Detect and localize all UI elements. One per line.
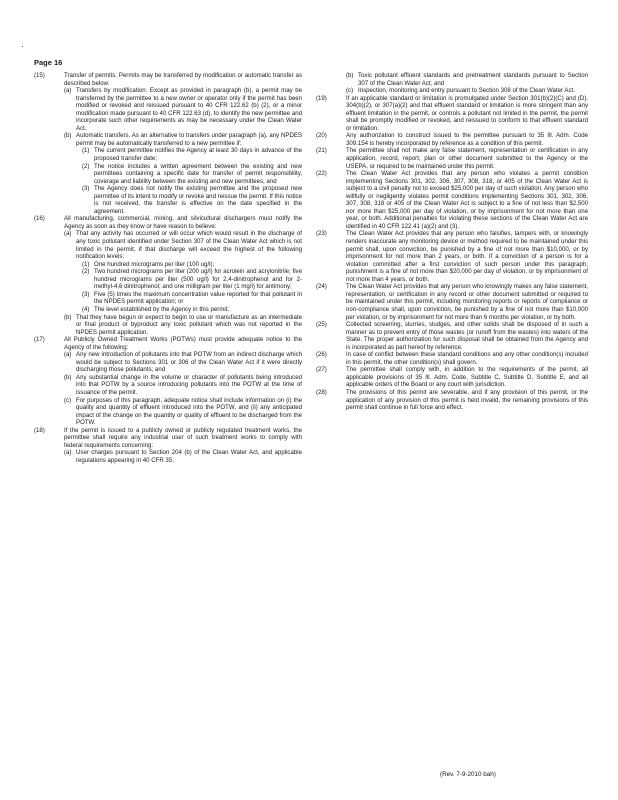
condition-18-continued bbox=[316, 72, 588, 95]
condition-17-b: (b) Any substantial change in the volume or character of pollutants being introduced into that POTW by a source introducing pollutants into the POTW at the time of issuance of the permit. bbox=[64, 373, 302, 396]
condition-18: (18) If the permit is issued to a publicly owned or publicly regulated treatment works, the permittee shall require any industrial user of such treatment works to comply with federal requirements concerning: (a) User charges pursuant to Section 204 (b) of the Clean Water Act, and applicable regulations appearing in 40 CFR 35; bbox=[34, 426, 302, 464]
condition-16-a-4: (4) The level established by the Agency in this permit. bbox=[82, 305, 230, 313]
condition-15: (15) Transfer of permits. Permits may be transferred by modification or automatic transfer as described below: (a) Transfers by modification. Except as provided in paragraph (b), a permit may be transferred by the permittee to a new owner or operator only if the permit has been modified or revoked and reissued pursuant to 40 CFR 122.62 (b) (2), or a minor modification made pursuant to 40 CFR 122.63 (d), to identify the new permittee and incorporate such other requirements as may be necessary under the Clean Water Act. (b) Automatic transfers. As an alternative to transfers under paragraph (a), any NPDES permit may be automatically transferred to a new permittee if: (1) The current permittee notifies the Agency at least 30 days in advance of the proposed transfer date; (2) The notice includes a written agreement between the existing and new permittees containing a specific date for transfer of permit responsibility, coverage and liability between the existing and new permittees; and (3) The Agency does not notify the existing permittee and the proposed new permittee of its intent to modify or revoke and reissue the permit. If this notice is not received, the transfer is effective on the date specified in the agreement. bbox=[34, 72, 302, 215]
condition-15-a: (a) Transfers by modification. Except as provided in paragraph (b), a permit may be transferred by the permittee to a new owner or operator only if the permit has been modified or revoked and reissued pursuant to 40 CFR 122.62 (b) (2), or a minor modification made pursuant to 40 CFR 122.63 (d), to identify the new permittee and incorporate such other requirements as may be necessary under the Clean Water Act. bbox=[64, 87, 302, 132]
scan-speck bbox=[22, 46, 23, 47]
condition-23: (23) The Clean Water Act provides that any person who falsifies, tampers with, or knowingly renders inaccurate any monitoring device or method required to be maintained under this permit shall, upon conviction, be punished by a fine of not more than $10,000, or by imprisonment for not more than 2 years, or both. If a conviction of a person is for a violation committed after a first conviction of such person under this paragraph, punishment is a fine of not more than $20,000 per day of violation, or by imprisonment of not more than 4 years, or both. bbox=[316, 230, 588, 283]
revision-footer: (Rev. 7-9-2010 bah) bbox=[440, 771, 496, 778]
condition-15-b-2: (2) The notice includes a written agreement between the existing and new permittees containing a specific date for transfer of permit responsibility, coverage and liability between the existing and new permittees; and bbox=[82, 162, 302, 185]
condition-21: (21) The permittee shall not make any false statement, representation or certification in any application, record, report, plan or other document submitted to the Agency or the USEPA, or required to be maintained under this permit. bbox=[316, 147, 588, 170]
condition-17: (17) All Publicly Owned Treatment Works (POTWs) must provide adequate notice to the Agency of the following: (a) Any new introduction of pollutants into that POTW from an indirect discharge which would be subject to Sections 301 or 306 of the Clean Water Act if it were directly discharging those pollutants; and (b) Any substantial change in the volume or character of pollutants being introduced into that POTW by a source introducing pollutants into the POTW at the time of issuance of the permit. (c) For purposes of this paragraph, adequate notice shall include information on (i) the quality and quantity of effluent introduced into the POTW, and (ii) any anticipated impact of the change on the quantity or quality of effluent to be discharged from the POTW. bbox=[34, 336, 302, 427]
condition-15-b-3: (3) The Agency does not notify the existing permittee and the proposed new permittee of its intent to modify or revoke and reissue the permit. If this notice is not received, the transfer is effective on the date specified in the agreement. bbox=[82, 185, 302, 215]
condition-22: (22) The Clean Water Act provides that any person who violates a permit condition implementing Sections 301, 302, 306, 307, 308, 318, or 405 of the Clean Water Act is subject to a civil penalty not to exceed $25,000 per day of such violation. Any person who willfully or negligently violates permit conditions implementing Sections 301, 302, 306, 307, 308, 318 or 405 of the Clean Water Act is subject to a fine of not less than $2,500 nor more than $25,000 per day of violation, or by imprisonment for not more than one year, or both. Additional penalties for violating these sections of the Clean Water Act are identified in 40 CFR 122.41 (a)(2) and (3). bbox=[316, 170, 588, 230]
condition-15-b: (b) Automatic transfers. As an alternative to transfers under paragraph (a), any NPDES permit may be automatically transferred to a new permittee if: (1) The current permittee notifies the Agency at least 30 days in advance of the proposed transfer date; (2) The notice includes a written agreement between the existing and new permittees containing a specific date for transfer of permit responsibility, coverage and liability between the existing and new permittees; and (3) The Agency does not notify the existing permittee and the proposed new permittee of its intent to modify or revoke and reissue the permit. If this notice is not received, the transfer is effective on the date specified in the agreement. bbox=[64, 132, 302, 215]
condition-15-b-1: (1) The current permittee notifies the Agency at least 30 days in advance of the proposed transfer date; bbox=[82, 147, 302, 163]
condition-17-a: (a) Any new introduction of pollutants into that POTW from an indirect discharge which would be subject to Sections 301 or 306 of the Clean Water Act if it were directly discharging those pollutants; and bbox=[64, 351, 302, 374]
condition-27: (27) The permittee shall comply with, in addition to the requirements of the permit, all applicable provisions of 35 Ill. Adm. Code, Subtitle C, Subtitle D, Subtitle E, and all applicable orders of the Board or any court with jurisdiction. bbox=[316, 366, 588, 389]
condition-16-a: (a) That any activity has occurred or will occur which would result in the discharge of any toxic pollutant identified under Section 307 of the Clean Water Act which is not limited in the permit, if that discharge will exceed the highest of the following notification levels: (1) One hundred micrograms per liter (100 ug/l); (2) Two hundred micrograms per liter (200 ug/l) for acrolein and acrylonitrile; five hundred micrograms per liter (500 ug/l) for 2,4-dinitrophenol and for 2-methyl-4,6 dinitrophenol; and one milligram per liter (1 mg/l) for antimony; (3) Five (5) times the maximum concentration value reported for that pollutant in the NPDES permit application; or (4) The level established by the Agency in this permit. bbox=[64, 230, 302, 313]
condition-16: (16) All manufacturing, commercial, mining, and silvicultural dischargers must notify the Agency as soon as they know or have reason to believe: (a) That any activity has occurred or will occur which would result in the discharge of any toxic pollutant identified under Section 307 of the Clean Water Act which is not limited in the permit, if that discharge will exceed the highest of the following notification levels: (1) One hundred micrograms per liter (100 ug/l); (2) Two hundred micrograms per liter (200 ug/l) for acrolein and acrylonitrile; five hundred micrograms per liter (500 ug/l) for 2,4-dinitrophenol and for 2-methyl-4,6 dinitrophenol; and one milligram per liter (1 mg/l) for antimony; (3) Five (5) times the maximum concentration value reported for that pollutant in the NPDES permit application; or (4) The level established by the Agency in this permit. (b) That they have begun or expect to begin to use or manufacture as an intermediate or final product or byproduct any toxic pollutant which was not reported in the NPDES permit application. bbox=[34, 215, 302, 336]
condition-16-b: (b) That they have begun or expect to begin to use or manufacture as an intermediate or final product or byproduct any toxic pollutant which was not reported in the NPDES permit application. bbox=[64, 313, 302, 336]
condition-18-c: (c) Inspection, monitoring and entry pursuant to Section 308 of the Clean Water Act. bbox=[346, 87, 575, 95]
condition-20: (20) Any authorization to construct issued to the permittee pursuant to 35 Ill. Adm. Code 309.154 is hereby incorporated by reference as a condition of this permit. bbox=[316, 132, 588, 147]
condition-16-a-3: (3) Five (5) times the maximum concentration value reported for that pollutant in the NPDES permit application; or bbox=[82, 290, 302, 306]
left-column bbox=[34, 72, 302, 464]
condition-24: (24) The Clean Water Act provides that any person who knowingly makes any false statement, representation, or certification in any record or other document submitted or required to be maintained under this permit, including monitoring reports or reports of compliance or non-compliance shall, upon conviction, be punished by a fine of not more than $10,000 per violation, or by imprisonment for not more than 6 months per violation, or by both. bbox=[316, 283, 588, 321]
right-column bbox=[316, 72, 588, 412]
condition-17-c: (c) For purposes of this paragraph, adequate notice shall include information on (i) the quality and quantity of effluent introduced into the POTW, and (ii) any anticipated impact of the change on the quantity or quality of effluent to be discharged from the POTW. bbox=[64, 396, 302, 427]
condition-18-a: (a) User charges pursuant to Section 204 (b) of the Clean Water Act, and applicable regulations appearing in 40 CFR 35; bbox=[64, 449, 302, 464]
condition-16-a-2: (2) Two hundred micrograms per liter (200 ug/l) for acrolein and acrylonitrile; five hundred micrograms per liter (500 ug/l) for 2,4-dinitrophenol and for 2-methyl-4,6 dinitrophenol; and one milligram per liter (1 mg/l) for antimony; bbox=[82, 268, 302, 291]
condition-25: (25) Collected screening, slurries, sludges, and other solids shall be disposed of in such a manner as to prevent entry of those wastes (or runoff from the wastes) into waters of the State. The proper authorization for such disposal shall be obtained from the Agency and is incorporated as part hereof by reference. bbox=[316, 321, 588, 351]
condition-19: (19) If an applicable standard or limitation is promulgated under Section 301(b)(2)(C) and (D), 304(b)(2), or 307(a)(2) and that effluent standard or limitation is more stringent than any effluent limitation in the permit, or controls a pollutant not limited in the permit, the permit shall be promptly modified or revoked, and reissued to conform to that effluent standard or limitation. bbox=[316, 94, 588, 132]
page-number: Page 16 bbox=[34, 58, 63, 67]
condition-15-text: Transfer of permits. Permits may be transferred by modification or automatic transfer as described below: bbox=[64, 72, 302, 87]
condition-16-a-1: (1) One hundred micrograms per liter (100 ug/l); bbox=[82, 260, 215, 268]
condition-18-b: (b) Toxic pollutant effluent standards and pretreatment standards pursuant to Section 307 of the Clean Water Act; and bbox=[346, 72, 588, 87]
condition-28: (28) The provisions of this permit are severable, and if any provision of this permit, or the application of any provision of this permit is held invalid, the remaining provisions of this permit shall continue in full force and effect. bbox=[316, 388, 588, 412]
condition-26: (26) In case of conflict between these standard conditions and any other condition(s) included in this permit, the other condition(s) shall govern. bbox=[316, 351, 588, 366]
